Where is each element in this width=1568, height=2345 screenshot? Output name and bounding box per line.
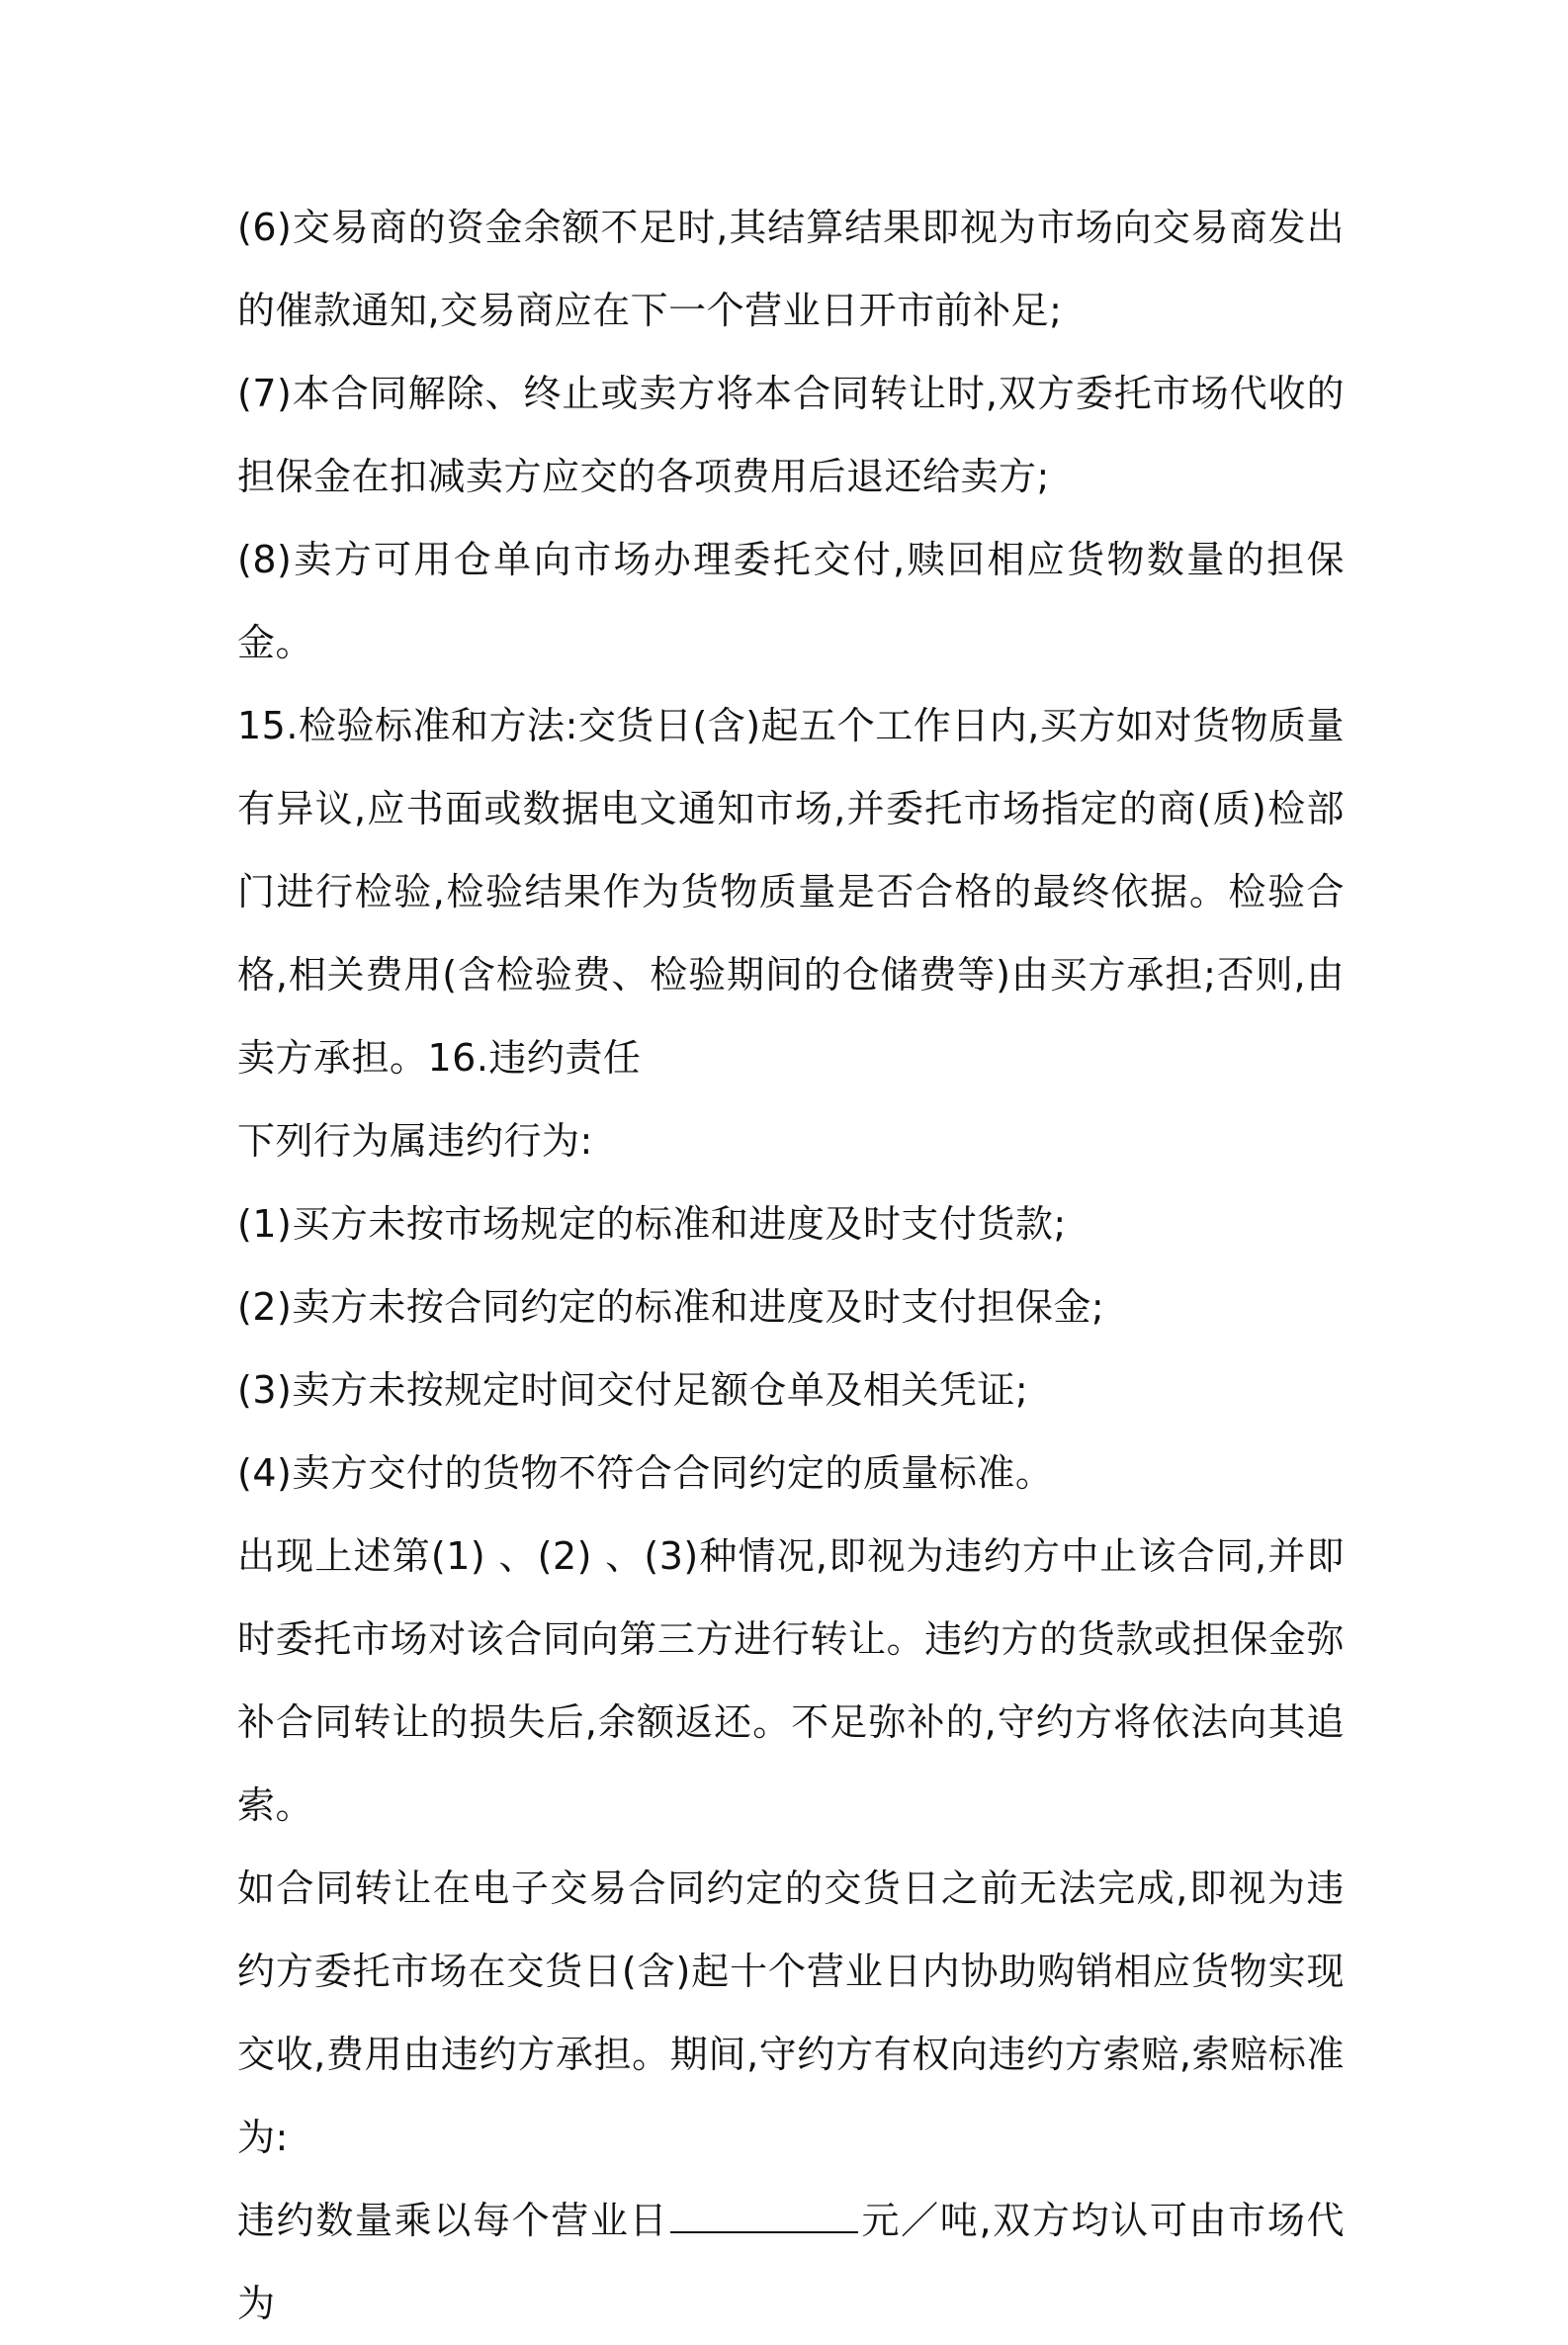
paragraph-breach-1: (1)买方未按市场规定的标准和进度及时支付货款; bbox=[237, 1202, 1067, 1246]
compensation-text-before: 违约数量乘以每个营业日 bbox=[237, 2199, 669, 2242]
paragraph-breach-2: (2)卖方未按合同约定的标准和进度及时支付担保金; bbox=[237, 1285, 1105, 1329]
paragraph-breach-3: (3)卖方未按规定时间交付足额仓单及相关凭证; bbox=[237, 1368, 1029, 1412]
paragraph-section-15: 15.检验标准和方法:交货日(含)起五个工作日内,买方如对货物质量有异议,应书面或数据电文通知市场,并委托市场指定的商(质)检部门进行检验,检验结果作为货物质量是否合格的最终依据。检验合格,相关费用(含检验费、检验期间的仓储费等)由买方承担;否则,由卖方承担。16.违约责任 bbox=[237, 704, 1345, 1080]
document-body bbox=[237, 186, 1345, 2345]
paragraph-clause-8: (8)卖方可用仓单向市场办理委托交付,赎回相应货物数量的担保金。 bbox=[237, 538, 1345, 664]
paragraph-breach-consequence: 出现上述第(1) 、(2) 、(3)种情况,即视为违约方中止该合同,并即时委托市场对该合同向第三方进行转让。违约方的货款或担保金弥补合同转让的损失后,余额返还。不足弥补的,守约方将依法向其追索。 bbox=[237, 1534, 1345, 1827]
paragraph-compensation-line bbox=[237, 2179, 1345, 2345]
paragraph-clause-7: (7)本合同解除、终止或卖方将本合同转让时,双方委托市场代收的担保金在扣减卖方应交的各项费用后退还给卖方; bbox=[237, 372, 1345, 498]
paragraph-transfer-failure: 如合同转让在电子交易合同约定的交货日之前无法完成,即视为违约方委托市场在交货日(含)起十个营业日内协助购销相应货物实现交收,费用由违约方承担。期间,守约方有权向违约方索赔,索赔标准为: bbox=[237, 1867, 1345, 2159]
fill-in-blank bbox=[670, 2202, 858, 2233]
compensation-text-after: 元／吨,双方均认可由市场代为 bbox=[237, 2199, 1345, 2325]
paragraph-breach-intro: 下列行为属违约行为: bbox=[237, 1119, 593, 1163]
paragraph-clause-6: (6)交易商的资金余额不足时,其结算结果即视为市场向交易商发出的催款通知,交易商应在下一个营业日开市前补足; bbox=[237, 206, 1345, 332]
paragraph-breach-4: (4)卖方交付的货物不符合合同约定的质量标准。 bbox=[237, 1451, 1054, 1495]
